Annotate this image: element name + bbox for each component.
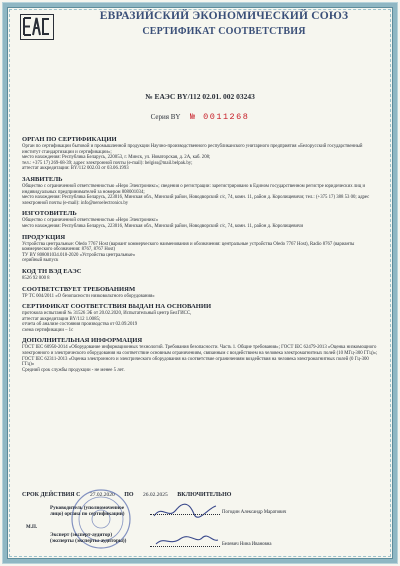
section-title: СООТВЕТСТВУЕТ ТРЕБОВАНИЯМ [22,285,136,293]
section-text: ГОСТ IEC 60950-2014 «Оборудование информационных технологий. Требования безопасности. Часть 1. Общие требования»; ГОСТ IEC 62479-2013 «Оценка низкомощного электронного и электрического оборудования на соответствие основным ограничениям, связанным с воздействием на человека электромагнитных полей (10 МГц-300 ГГц)»; ГОСТ IEC 62311-2013 «Оценка электронного и электрического оборудования на соответствие ограничениям воздействия на человека электромагнитных полей (0 Гц-300 ГГц)» Средний срок службы продукции - не менее 5 лет. [22,345,378,373]
head-title-2: лицо) органа по сертификации) [50,511,125,517]
section-title: ОРГАН ПО СЕРТИФИКАЦИИ [22,136,117,143]
series-label: Серия BY [150,113,181,121]
section-text: ТР ТС 004/2011 «О безопасности низковольтного оборудования» [22,293,155,299]
validity-from-label: СРОК ДЕЙСТВИЯ С [22,492,81,498]
expert-signature [150,530,220,550]
stamp-place-label: М.П. [26,525,38,530]
section-text: Общество с ограниченной ответственностью «Неро Электроникс» место нахождения: Республика Беларусь, 223016, Минская обл., Минский район, Новодворский с/с, 74, комн. 11, район д. Королищевичи [22,218,304,229]
section-text: Орган по сертификации бытовой и промышленной продукции Научно-производственного республиканского унитарного предприятия «Белорусский государственный институт стандартизации и сертификации»; место нахождения: Республика Беларусь, 220053, г. Минск, ул. Новаторская, д. 2А, каб. 208; тел.: +375 17) 269-68-39; адрес электронной почты (e-mail): belgiss@mail.belpak.by; аттестат аккредитации: BY/112 002.03 от 03.06.1993 [22,144,363,172]
section-title: ПРОДУКЦИЯ [22,233,66,241]
section-title: СЕРТИФИКАТ СООТВЕТСТВИЯ ВЫДАН НА ОСНОВАНИИ [22,303,212,311]
expert-name: Белевич Нина Ивановна [222,542,272,547]
certificate-number: № ЕАЭС BY/112 02.01. 002 03243 [145,92,255,101]
section-requirements [22,286,382,300]
section-text: 8526 92 000 8 [22,275,50,281]
eac-logo [20,14,54,40]
series-line [0,112,400,122]
head-title: Руководитель (уполномоченное [50,505,125,511]
head-signature [150,500,220,522]
section-applicant [22,176,382,206]
expert-title: Эксперт (эксперт-аудитор) [50,532,113,538]
validity-inclusive-label: ВКЛЮЧИТЕЛЬНО [177,492,232,498]
section-text: протокола испытаний № 31526 ЭБ от 20.02.2020, Испытательный центр БелГИСС, аттестат аккредитации BY/112 1.0085; отчета об анализе состояния производства от 02.09.2019 схема сертификации – 1с [22,311,192,333]
header [60,10,388,37]
section-title: ИЗГОТОВИТЕЛЬ [22,210,77,218]
section-hs-code [22,268,382,282]
section-title: ДОПОЛНИТЕЛЬНАЯ ИНФОРМАЦИЯ [22,337,143,345]
head-name: Погодин Александр Маратович [222,510,287,515]
certificate-body [22,136,382,377]
validity-to-date: 26.02.2025 [143,492,168,498]
section-additional-info [22,337,382,373]
section-text: Общество с ограниченной ответственностью «Неро Электроникс»; сведения о регистрации: зарегистрировано в Едином государственном регистре юридических лиц и индивидуальных предпринимателей за номером 808001034; место нахождения: Республика Беларусь, 223016, Минская обл., Минский район, Новодворский с/с, 74, комн. 11, район д. Королищевичи; тел.: (+375 17) 388 53 00; адрес электронной почты (e-mail): info@neroelectronics.by [22,183,370,206]
section-text: Устройства центральные: Oledo 7767 Host (вариант коммерческого наименования и обозначения: центральные устройства Oledo 7767 Host), Radio 8767 (варианты коммерческого обозначения: 8767, 8767 Host) ТУ BY 808001034.018-2020 «Устройства центральные» серийный выпуск [22,241,355,264]
expert-signature-block [50,532,126,544]
section-product [22,234,382,264]
expert-title-2: (эксперты (эксперты-аудиторы)) [50,538,127,544]
union-title: ЕВРАЗИЙСКИЙ ЭКОНОМИЧЕСКИЙ СОЮЗ [99,10,349,22]
section-manufacturer [22,210,382,229]
section-certification-body [22,136,382,172]
head-signature-line [150,514,220,515]
head-signature-block [50,505,125,517]
document-type: СЕРТИФИКАТ СООТВЕТСТВИЯ [142,26,306,37]
validity-to-label: ПО [124,492,134,498]
series-number: № 0011268 [189,112,250,122]
validity-from-date: 27.02.2020 [89,492,115,498]
section-basis [22,303,382,333]
section-title: ЗАЯВИТЕЛЬ [22,175,63,183]
expert-signature-line [150,546,220,547]
section-title: КОД ТН ВЭД ЕАЭС [22,267,82,275]
